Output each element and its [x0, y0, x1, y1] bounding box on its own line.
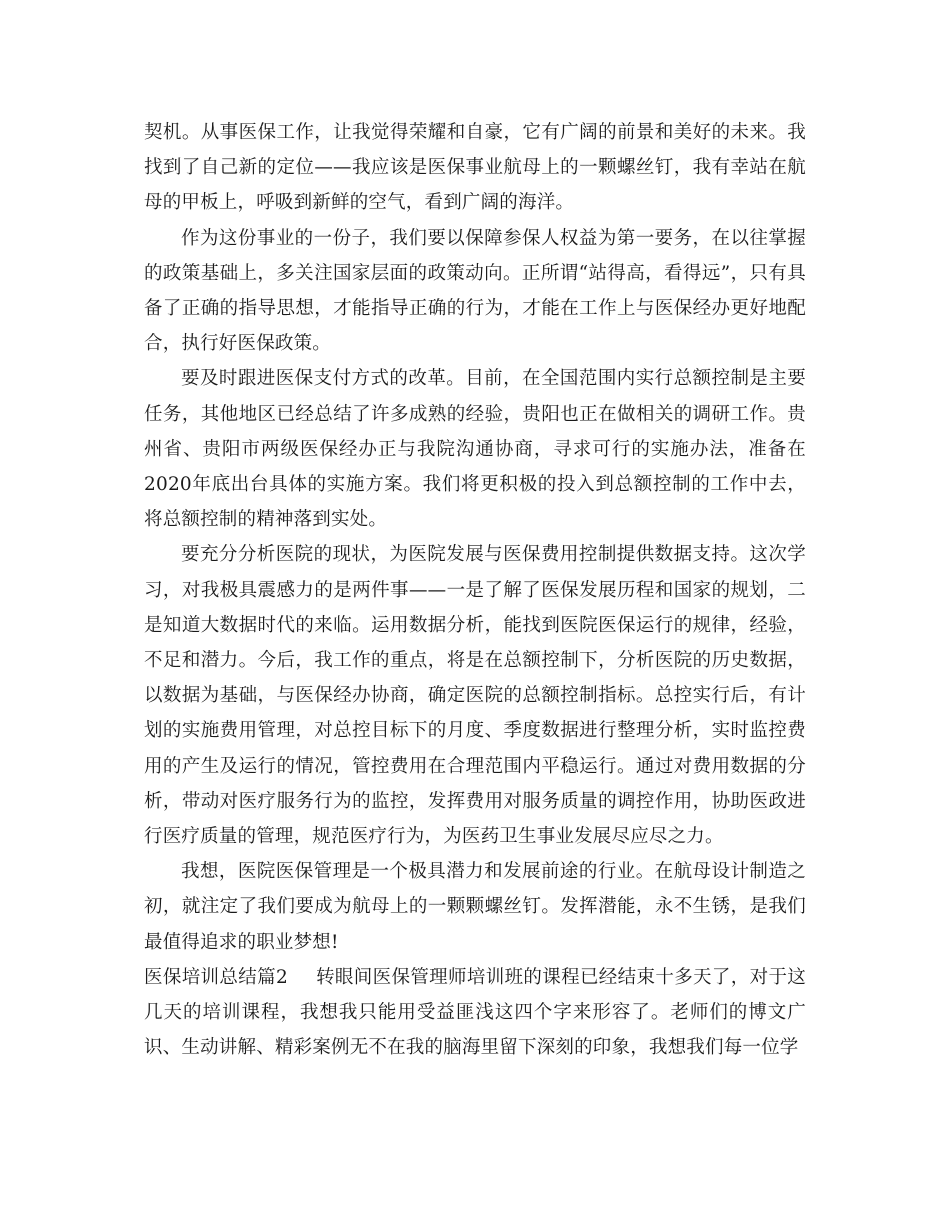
document-body — [144, 115, 806, 1065]
paragraph-2: 作为这份事业的一份子，我们要以保障参保人权益为第一要务，在以往掌握的政策基础上，多关注国家层面的政策动向。正所谓“站得高，看得远”，只有具备了正确的指导思想，才能指导正确的行为，才能在工作上与医保经办更好地配合，执行好医保政策。 — [144, 227, 806, 355]
paragraph-4: 要充分分析医院的现状，为医院发展与医保费用控制提供数据支持。这次学习，对我极具震感力的是两件事——一是了解了医保发展历程和国家的规划，二是知道大数据时代的来临。运用数据分析，能找到医院医保运行的规律，经验，不足和潜力。今后，我工作的重点，将是在总额控制下，分析医院的历史数据，以数据为基础，与医保经办协商，确定医院的总额控制指标。总控实行后，有计划的实施费用管理，对总控目标下的月度、季度数据进行整理分析，实时监控费用的产生及运行的情况，管控费用在合理范围内平稳运行。通过对费用数据的分析，带动对医疗服务行为的监控，发挥费用对服务质量的调控作用，协助医政进行医疗质量的管理，规范医疗行为，为医药卫生事业发展尽应尽之力。 — [144, 544, 806, 848]
paragraph-1: 契机。从事医保工作，让我觉得荣耀和自豪，它有广阔的前景和美好的未来。我找到了自己新的定位——我应该是医保事业航母上的一颗螺丝钉，我有幸站在航母的甲板上，呼吸到新鲜的空气，看到广阔的海洋。 — [144, 122, 806, 214]
paragraph-3: 要及时跟进医保支付方式的改革。目前，在全国范围内实行总额控制是主要任务，其他地区已经总结了许多成熟的经验，贵阳也正在做相关的调研工作。贵州省、贵阳市两级医保经办正与我院沟通协商，寻求可行的实施办法，准备在2020年底出台具体的实施方案。我们将更积极的投入到总额控制的工作中去，将总额控制的精神落到实处。 — [144, 368, 806, 531]
section-text: 转眼间医保管理师培训班的课程已经结束十多天了，对于这几天的培训课程，我想我只能用受益匪浅这四个字来形容了。老师们的博文广识、生动讲解、精彩案例无不在我的脑海里留下深刻的印象，我想我们每一位学 — [144, 966, 807, 1059]
section-2-paragraph — [144, 960, 806, 1066]
paragraph-5: 我想，医院医保管理是一个极具潜力和发展前途的行业。在航母设计制造之初，就注定了我们要成为航母上的一颗颗螺丝钉。发挥潜能，永不生锈，是我们最值得追求的职业梦想! — [144, 861, 806, 953]
section-heading: 医保培训总结篇2 — [144, 966, 288, 988]
